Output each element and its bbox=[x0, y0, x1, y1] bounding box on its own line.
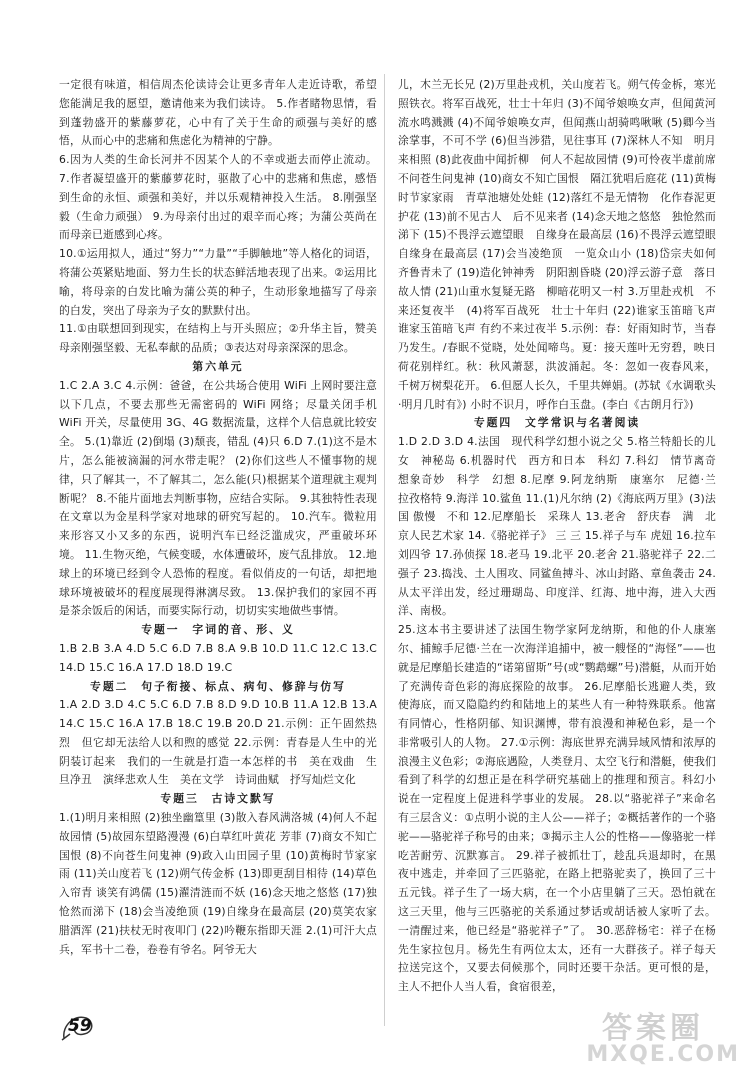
section-heading: 专题三 古诗文默写 bbox=[160, 792, 276, 806]
answer-paragraph: 1.D 2.D 3.D 4.法国 现代科学幻想小说之父 5.格兰特船长的儿女 神秘岛 6.机器时代 西方和日本 科幻 7.科幻 情节离奇 想象奇妙 科学 幻想 8.尼摩 9.阿龙纳斯 康塞尔 尼德·兰 拉孜格特 9.海洋 10.鲨鱼 11.(1)凡尔纳 (2)《海底两万里》(3)法国 傲慢 不和 12.尼摩船长 采珠人 13.老舍 舒庆春 满 北京人民艺术家 14.《骆驼祥子》 三 三 15.祥子与车 虎妞 16.拉车 刘四爷 17.孙侦探 18.老马 19.北平 20.老舍 21.骆驼祥子 22.二强子 23.捣浅、土人围攻、同鲨鱼搏斗、冰山封路、章鱼袭击 24.从太平洋出发，经过珊瑚岛、印度洋、红海、地中海，进入大西洋、南极。 bbox=[398, 435, 727, 618]
watermark-logo bbox=[586, 999, 744, 1071]
answer-paragraph: 10.①运用拟人，通过“努力”“力量”“手脚触地”等人格化的词语，将蒲公英紧贴地面、努力生长的状态鲜活地表现了出来。②运用比喻，将母亲的白发比喻为蒲公英的种子，生动形象地描写了母亲的白发，突出了母亲为子女的默默付出。 bbox=[59, 247, 377, 317]
answer-paragraph: 11.①由联想回到现实，在结构上与开头照应；②升华主旨，赞美母亲刚强坚毅、无私奉献的品质；③表达对母亲深深的思念。 bbox=[59, 322, 377, 355]
section-heading: 专题二 句子衔接、标点、病句、修辞与仿写 bbox=[90, 679, 346, 693]
column-divider bbox=[384, 74, 385, 1026]
answer-paragraph: 1.C 2.A 3.C 4.示例：爸爸，在公共场合使用 WiFi 上网时要注意以下几点，不要去那些无需密码的 WiFi 网络；尽量关闭手机 WiFi 开关，尽量使用 3G、4G 数据流量，这样个人信息就比较安全。 5.(1)靠近 (2)倒塌 (3)颓丧，错乱 (4)只 6.D 7.(1)这不是木片，怎么能被滴漏的河水带走呢？ (2)你们这些人不懂事物的规律，只了解其一，不了解其二，怎么能(只)根据某个道理就主观判断呢？ 8.不能片面地去判断事物，应结合实际。 9.其独特性表现在文章以为金星科学家对地球的研究写起的。 10.汽车。微粒用来形容又小又多的东西，说明汽车已经泛滥成灾，严重破坏环境。 11.生物灭绝，气候变暖，水体遭破坏，废气乱排放。 12.地球上的环境已经到令人恐怖的程度。看似俏皮的一句话，却把地球环境被破坏的程度展现得淋漓尽致。 13.保护我们的家园不再是茶余饭后的闲话，而要实际行动，切切实实地做些事情。 bbox=[59, 378, 377, 618]
right-column bbox=[398, 76, 727, 997]
answer-paragraph: 25.这本书主要讲述了法国生物学家阿龙纳斯，和他的仆人康塞尔、捕鲸手尼德·兰在一次海洋追捕中，被一艘怪的“海怪”——也就是尼摩船长建造的“诺第留斯”号(或“鹦鹉螺”号)潜艇，从而开始了充满传奇色彩的海底探险的故事。 26.尼摩船长逃避人类，致使海底，而又隐隐约约和陆地上的某些人有一种特殊联系。他富有同情心，性格阴郁、知识渊博，带有浪漫和神秘色彩，是一个非常吸引人的人物。 27.①示例：海底世界充满异域风情和浓厚的浪漫主义色彩；②海底遇险，人类登月、太空飞行和潜艇，使我们看到了科学的幻想正是在科学研究基础上的推理和预言。科幻小说在一定程度上促进科学事业的发展。 28.以“骆驼祥子”来命名有三层含义：①点明小说的主人公——祥子；②概括著作的一个骆驼——骆驼祥子称号的由来；③揭示主人公的性格——像骆驼一样吃苦耐劳、沉默寡言。 29.祥子被抓壮丁，趁乱兵退却时，在黑夜中逃走，并牵回了三匹骆驼，在路上把骆驼卖了，换回了三十五元钱。祥子生了一场大病，在一个小店里躺了三天。恐怕就在这三天里，他与三匹骆驼的关系通过梦话或胡话被人家听了去。一清醒过来，他已经是“骆驼祥子”了。 30.恶辞杨宅：祥子在杨先生家拉包月。杨先生有两位太太，还有一大群孩子。祥子每天拉送完这个，又要去伺候那个，同时还要干杂活。更可恨的是，主人不把仆人当人看，食宿很差， bbox=[398, 623, 716, 994]
answer-paragraph: 1.A 2.D 3.D 4.C 5.C 6.D 7.B 8.D 9.D 10.B 11.A 12.B 13.A 14.C 15.C 16.A 17.B 18.C 19.B 20.D 21.示例：正午固然热烈 但它却无法给人以和煦的感觉 22.示例：青春是人生中的光阴装订起来 我们的一生就是打造一本怎样的书 美在戏曲 生旦净丑 演绎悲欢人生 美在文学 诗词曲赋 抒写灿烂文化 bbox=[59, 698, 377, 787]
left-column bbox=[59, 76, 377, 959]
answer-paragraph: 儿，木兰无长兄 (2)万里赴戎机，关山度若飞。朔气传金柝，寒光照铁衣。将军百战死，壮士十年归 (3)不闻爷娘唤女声，但闻黄河流水鸣溅溅 (4)不闻爷娘唤女声，但闻燕山胡骑鸣啾啾 (5)卿今当涂掌事，不可不学 (6)但当涉猎，见往事耳 (7)深林人不知 明月来相照 (8)此夜曲中闻折柳 何人不起故园情 (9)可怜夜半虚前席 不问苍生问鬼神 (10)商女不知亡国恨 隔江犹唱后庭花 (11)黄梅时节家家雨 青草池塘处处蛙 (12)落红不是无情物 化作春泥更护花 (13)前不见古人 后不见来者 (14)念天地之悠悠 独怆然而涕下 (15)不畏浮云遮望眼 自缘身在最高层 (16)不畏浮云遮望眼 自缘身在最高层 (17)会当凌绝顶 一览众山小 (18)岱宗夫如何 齐鲁青未了 (19)造化钟神秀 阴阳割昏晓 (20)浮云游子意 落日故人情 (21)山重水复疑无路 柳暗花明又一村 3.万里赴戎机 不来还复夜半 (4)将军百战死 壮士十年归 (22)谁家玉笛暗飞声 谁家玉笛暗飞声 有约不来过夜半 5.示例：春：好雨知时节，当春乃发生。/春眠不觉晓，处处闻啼鸟。夏：接天莲叶无穷碧，映日荷花别样红。秋：秋风萧瑟，洪波涌起。冬：忽如一夜春风来，千树万树梨花开。 6.但愿人长久，千里共婵娟。(苏轼《水调歌头·明月几时有》) 小时不识月，呼作白玉盘。(李白《古朗月行》) bbox=[398, 78, 727, 411]
page-number-badge bbox=[60, 1012, 98, 1042]
section-heading: 专题一 字词的音、形、义 bbox=[141, 623, 295, 637]
answer-paragraph: 6.因为人类的生命长河并不因某个人的不幸或逝去而停止流动。 7.作者凝望盛开的紫藤萝花时，驱散了心中的悲痛和焦虑，感悟到生命的永恒、顽强和美好，并以乐观精神投入生活。 8.刚强坚毅（生命力顽强） 9.为母亲付出过的艰辛而心疼；为蒲公英尚在而母亲已逝感到心疼。 bbox=[59, 153, 377, 242]
answer-paragraph: 一定很有味道，相信周杰伦读诗会让更多青年人走近诗歌，希望您能满足我的愿望，邀请他来为我们读诗。 5.作者睹物思情，看到蓬勃盛开的紫藤萝花，心中有了关于生命的顽强与美好的感悟，从而心中的悲痛和焦虑化为精神的宁静。 bbox=[59, 78, 377, 148]
watermark-line-1: 答案圈 bbox=[602, 1011, 704, 1046]
answer-paragraph: 1.B 2.B 3.A 4.D 5.C 6.D 7.B 8.A 9.B 10.D 11.C 12.C 13.C 14.D 15.C 16.A 17.D 18.D 19.C bbox=[59, 641, 377, 674]
watermark-line-2: MXQE.COM bbox=[586, 1042, 740, 1067]
section-heading: 第六单元 bbox=[192, 359, 244, 373]
page-number: 59 bbox=[68, 1016, 92, 1036]
section-heading: 专题四 文学常识与名著阅读 bbox=[473, 416, 641, 430]
answer-paragraph: 1.(1)明月来相照 (2)独坐幽篁里 (3)散入春风满洛城 (4)何人不起故园情 (5)故园东望路漫漫 (6)白草红叶黄花 芳菲 (7)商女不知亡国恨 (8)不向苍生问鬼神 (9)政入山田园子里 (10)黄梅时节家家雨 (11)关山度若飞 (12)朔气传金柝 (13)即更刮目相待 (14)草色入帘青 谈笑有鸿儒 (15)濯清涟而不妖 (16)念天地之悠悠 (17)独怆然而涕下 (18)会当凌绝顶 (19)自缘身在最高层 (20)莫笑农家腊酒浑 (21)扶杖无时夜叩门 (22)吟鞭东指即天涯 2.(1)可汗大点兵，军书十二卷，卷卷有爷名。阿爷无大 bbox=[59, 811, 377, 956]
